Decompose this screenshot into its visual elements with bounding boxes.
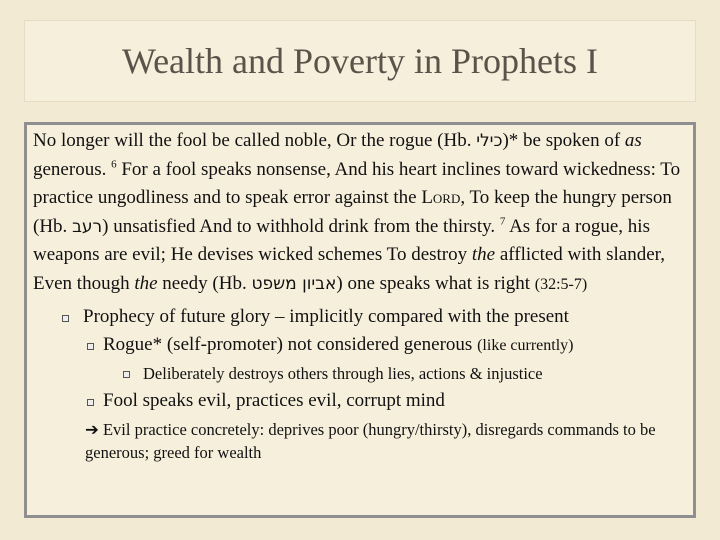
- verse-text: For a fool speaks nonsense, And his heart inclines toward wickedness: To practice ungodliness and to speak error against the: [33, 158, 681, 209]
- title-box: [24, 20, 696, 102]
- bullet-text: Deliberately destroys others through lies, actions & injustice: [143, 363, 543, 383]
- arrow-note: [85, 418, 687, 464]
- verse-text: needy (Hb.: [157, 272, 252, 294]
- verse-number: 6: [111, 158, 117, 171]
- content-box: [24, 122, 696, 518]
- bullet-text: Prophecy of future glory – implicitly compared with the present: [83, 305, 569, 327]
- bullet-text: Fool speaks evil, practices evil, corrupt mind: [103, 389, 445, 411]
- hebrew-word: כילי: [476, 131, 503, 151]
- bullet-level2: [103, 334, 687, 356]
- verse-text: afflicted with slander, Even though: [33, 244, 665, 294]
- bullet-list: [33, 306, 687, 464]
- bullet-level3: [143, 364, 687, 384]
- square-bullet-icon: [87, 399, 94, 406]
- bullet-level1: [83, 306, 687, 328]
- hebrew-word: אביון משפט: [251, 273, 337, 294]
- verse-number: 7: [499, 215, 506, 228]
- bullet-text-small: (like currently): [477, 336, 574, 354]
- scripture-passage: [33, 127, 687, 300]
- bullet-level2: [103, 390, 687, 412]
- verse-text: , To keep the hungry person (Hb.: [33, 187, 672, 237]
- square-bullet-icon: [123, 371, 130, 378]
- scripture-reference: (32:5-7): [534, 275, 588, 293]
- square-bullet-icon: [87, 343, 94, 350]
- verse-text: generous.: [33, 158, 112, 180]
- italic-word: the: [134, 272, 158, 294]
- italic-word: as: [624, 130, 642, 151]
- verse-text: ) unsatisfied And to withhold drink from the thirsty.: [102, 215, 500, 237]
- lord-smallcaps: Lord: [421, 187, 461, 209]
- arrow-note-text: Evil practice concretely: deprives poor (hungry/thirsty), disregards commands to be generous; greed for wealth: [85, 419, 656, 462]
- verse-text: As for a rogue, his weapons are evil; He devises wicked schemes To destroy: [33, 215, 650, 266]
- italic-word: the: [471, 244, 496, 266]
- slide-title: Wealth and Poverty in Prophets I: [121, 41, 598, 81]
- verse-text: ) one speaks what is right: [336, 272, 535, 294]
- hebrew-word: רעב: [72, 216, 103, 237]
- square-bullet-icon: [62, 315, 69, 322]
- verse-text: No longer will the fool be called noble, Or the rogue (Hb.: [33, 130, 477, 151]
- arrow-right-icon: ➔: [85, 419, 99, 439]
- verse-text: )* be spoken of: [502, 130, 625, 151]
- bullet-text: Rogue* (self-promoter) not considered generous: [103, 333, 478, 355]
